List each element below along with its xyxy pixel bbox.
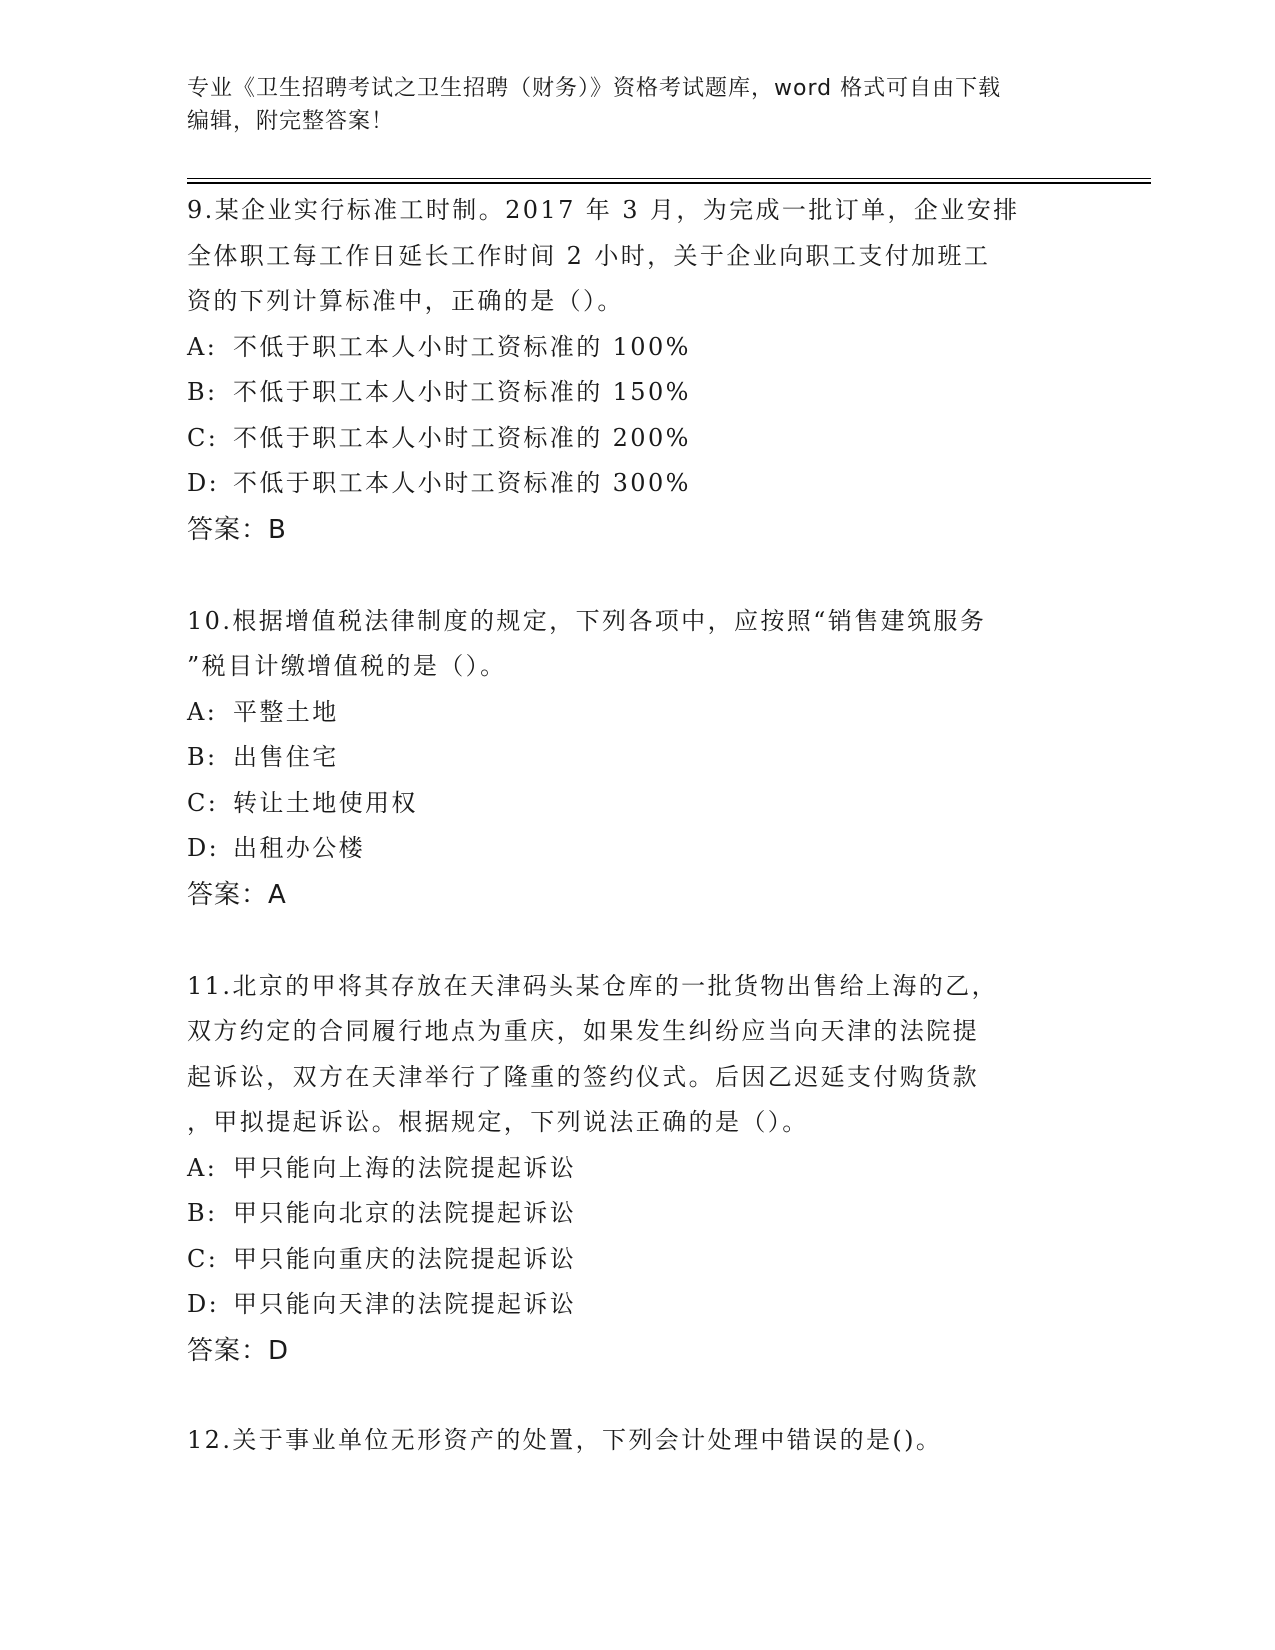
option-label: D:	[187, 1290, 220, 1318]
header-divider-thin	[187, 178, 1151, 179]
question-text-line: 9.某企业实行标准工时制。2017 年 3 月，为完成一批订单，企业安排	[187, 196, 1020, 224]
option-label: A:	[187, 332, 218, 361]
option-label: D:	[187, 834, 220, 862]
option-text: 不低于职工本人小时工资标准的 150%	[233, 378, 691, 406]
option-a	[187, 325, 1087, 371]
spacer	[187, 553, 1087, 599]
question-10	[187, 599, 1087, 918]
option-label: C:	[187, 1244, 219, 1273]
question-text-line: 全体职工每工作日延长工作时间 2 小时，关于企业向职工支付加班工	[187, 241, 991, 270]
question-text-line: 资的下列计算标准中，正确的是（）。	[187, 287, 624, 315]
option-label: D:	[187, 469, 220, 497]
question-text-line: 12.关于事业单位无形资产的处置，下列会计处理中错误的是()。	[187, 1425, 943, 1454]
option-d	[187, 1282, 1087, 1328]
header-line-1: 专业《卫生招聘考试之卫生招聘（财务）》资格考试题库，word 格式可自由下载	[187, 76, 1002, 101]
option-text: 出租办公楼	[233, 834, 365, 862]
option-c	[187, 1237, 1087, 1283]
option-text: 甲只能向天津的法院提起诉讼	[233, 1290, 577, 1318]
question-text-line: ，甲拟提起诉讼。根据规定，下列说法正确的是（）。	[187, 1108, 809, 1136]
spacer	[187, 1374, 1087, 1418]
option-a	[187, 690, 1087, 736]
header-line-2: 编辑，附完整答案！	[187, 109, 395, 134]
option-text: 不低于职工本人小时工资标准的 200%	[233, 423, 691, 452]
option-b	[187, 735, 1087, 781]
answer-line: 答案：A	[187, 879, 287, 910]
question-text-line: 起诉讼，双方在天津举行了隆重的签约仪式。后因乙迟延支付购货款	[187, 1062, 979, 1091]
option-c	[187, 416, 1087, 462]
option-label: C:	[187, 423, 219, 452]
question-text-line: 10.根据增值税法律制度的规定，下列各项中，应按照“销售建筑服务	[187, 606, 987, 635]
option-label: B:	[187, 378, 218, 406]
option-text: 甲只能向北京的法院提起诉讼	[233, 1199, 577, 1227]
option-label: C:	[187, 788, 219, 817]
option-c	[187, 781, 1087, 827]
question-text-line: ”税目计缴增值税的是（）。	[187, 652, 507, 680]
option-label: B:	[187, 743, 218, 771]
option-text: 平整土地	[233, 697, 339, 726]
option-b	[187, 370, 1087, 416]
question-12	[187, 1418, 1087, 1464]
question-text-line: 11.北京的甲将其存放在天津码头某仓库的一批货物出售给上海的乙，	[187, 971, 998, 1000]
option-label: A:	[187, 697, 218, 726]
option-text: 不低于职工本人小时工资标准的 100%	[233, 332, 691, 361]
question-list	[187, 188, 1087, 1463]
option-label: A:	[187, 1153, 218, 1182]
question-text-line: 双方约定的合同履行地点为重庆，如果发生纠纷应当向天津的法院提	[187, 1017, 979, 1045]
question-9	[187, 188, 1087, 553]
option-a	[187, 1146, 1087, 1192]
option-label: B:	[187, 1199, 218, 1227]
option-b	[187, 1191, 1087, 1237]
option-text: 甲只能向重庆的法院提起诉讼	[233, 1244, 577, 1273]
spacer	[187, 918, 1087, 964]
document-header	[187, 72, 1067, 138]
header-divider-thick	[187, 182, 1151, 184]
answer-line: 答案：B	[187, 514, 287, 545]
question-11	[187, 964, 1087, 1374]
answer-line: 答案：D	[187, 1335, 290, 1366]
option-d	[187, 826, 1087, 872]
option-text: 不低于职工本人小时工资标准的 300%	[233, 469, 691, 497]
option-d	[187, 461, 1087, 507]
option-text: 转让土地使用权	[233, 788, 418, 817]
option-text: 甲只能向上海的法院提起诉讼	[233, 1153, 577, 1182]
option-text: 出售住宅	[233, 743, 339, 771]
